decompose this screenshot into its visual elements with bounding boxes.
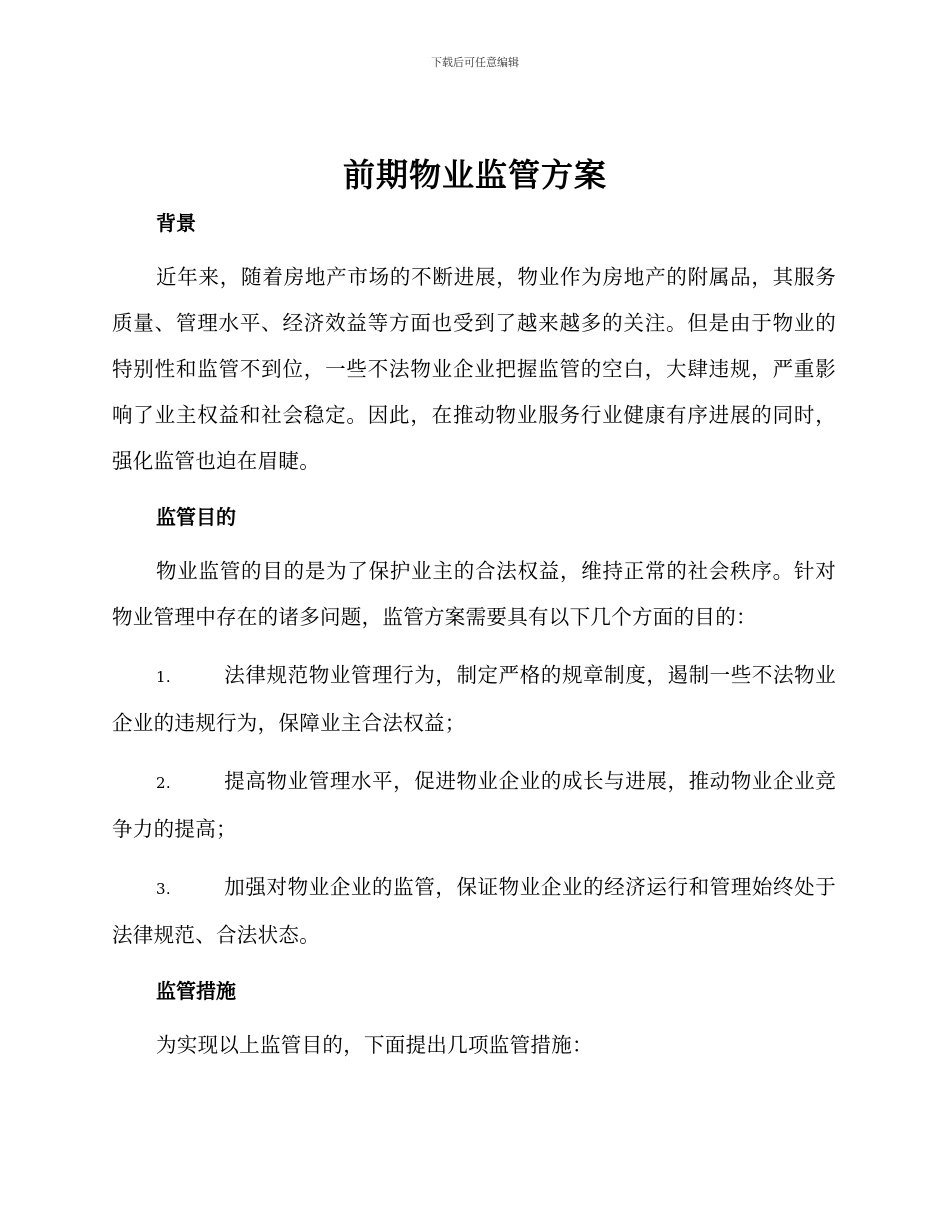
document-body xyxy=(112,200,836,1068)
list-item xyxy=(112,864,836,958)
list-number: 1. xyxy=(156,668,171,686)
running-header: 下载后可任意编辑 xyxy=(431,56,519,69)
section-measures xyxy=(112,968,836,1068)
list-item-text: 加强对物业企业的监管，保证物业企业的经济运行和管理始终处于法律规范、合法状态。 xyxy=(112,875,836,947)
section-heading: 监管措施 xyxy=(156,979,236,1003)
document-title: 前期物业监管方案 xyxy=(342,156,607,194)
body-paragraph: 近年来，随着房地产市场的不断进展，物业作为房地产的附属品，其服务质量、管理水平、经济效益等方面也受到了越来越多的关注。但是由于物业的特别性和监管不到位，一些不法物业企业把握监管的空白，大肆违规，严重影响了业主权益和社会稳定。因此，在推动物业服务行业健康有序进展的同时，强化监管也迫在眉睫。 xyxy=(112,265,836,473)
body-paragraph: 物业监管的目的是为了保护业主的合法权益，维持正常的社会秩序。针对物业管理中存在的诸多问题，监管方案需要具有以下几个方面的目的： xyxy=(112,559,836,629)
section-heading: 监管目的 xyxy=(156,505,236,529)
section-purpose xyxy=(112,494,836,958)
list-item-text: 提高物业管理水平，促进物业企业的成长与进展，推动物业企业竞争力的提高； xyxy=(112,769,836,841)
list-number: 3. xyxy=(156,880,171,898)
list-number: 2. xyxy=(156,774,171,792)
list-item xyxy=(112,758,836,852)
list-item xyxy=(112,652,836,746)
section-heading: 背景 xyxy=(156,211,196,235)
list-item-text: 法律规范物业管理行为，制定严格的规章制度，遏制一些不法物业企业的违规行为，保障业主合法权益； xyxy=(112,663,836,735)
body-paragraph: 为实现以上监管目的，下面提出几项监管措施： xyxy=(156,1033,593,1057)
section-background xyxy=(112,200,836,484)
